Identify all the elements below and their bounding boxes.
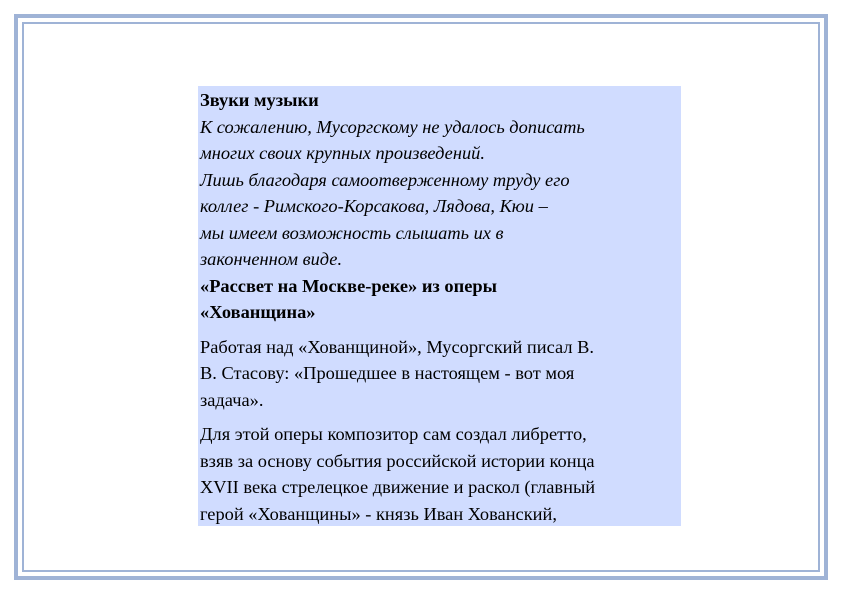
intro-paragraph [200, 114, 677, 273]
paragraph-line: В. Стасову: «Прошедшее в настоящем - вот моя [200, 363, 575, 383]
intro-line: мы имеем возможность слышать их в [200, 222, 504, 243]
paragraph-line: Работая над «Хованщиной», Мусоргский писал В. [200, 336, 594, 357]
paragraph-line: взяв за основу события российской истории конца [200, 450, 595, 471]
paragraph-line: XVII века стрелецкое движение и раскол (главный [200, 477, 596, 497]
section-heading [200, 273, 677, 326]
paragraph-line: Для этой оперы композитор сам создал либретто, [200, 424, 587, 444]
paragraph-libretto [200, 421, 677, 526]
paragraph-khovanshchina-letter [200, 334, 677, 414]
slide-title: Звуки музыки [200, 90, 319, 110]
paragraph-line: задача». [200, 389, 264, 410]
heading-line: «Хованщина» [200, 302, 316, 322]
paragraph-line: герой «Хованщины» - князь Иван Хованский, [200, 503, 557, 524]
intro-line: законченном виде. [200, 249, 343, 269]
intro-line: К сожалению, Мусоргскому не удалось дописать [200, 116, 585, 137]
intro-line: коллег - Римского-Корсакова, Лядова, Кюи – [200, 196, 548, 216]
text-box [198, 86, 681, 526]
heading-line: «Рассвет на Москве-реке» из оперы [200, 275, 497, 296]
intro-line: многих своих крупных произведений. [200, 143, 485, 163]
intro-line: Лишь благодаря самоотверженному труду его [200, 169, 570, 190]
